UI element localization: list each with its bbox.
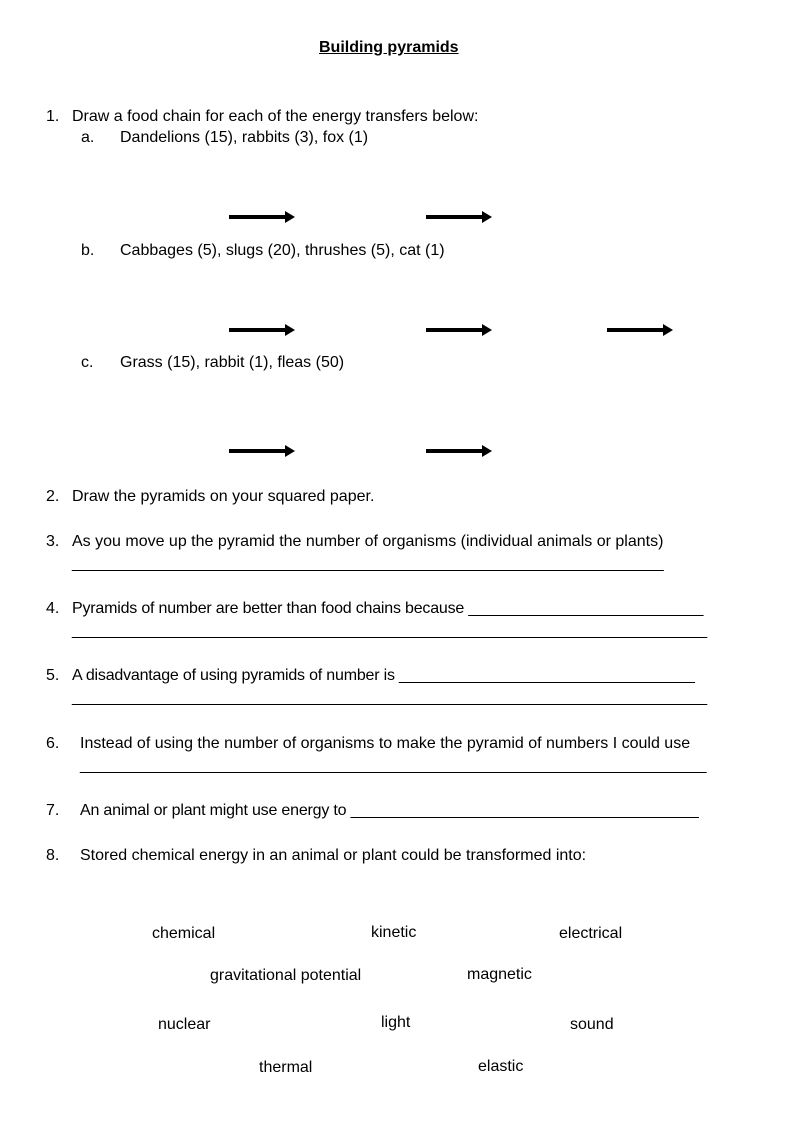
q4-answer-line[interactable]: _________________________________________________________________________ [72, 622, 707, 639]
word-thermal: thermal [259, 1059, 313, 1076]
q3-text: As you move up the pyramid the number of organisms (individual animals or plants) [72, 533, 664, 550]
q7-text[interactable]: An animal or plant might use energy to ________________________________________ [80, 802, 699, 819]
arrow-icon [229, 323, 295, 337]
q6-text: Instead of using the number of organisms to make the pyramid of numbers I could use [80, 735, 691, 752]
arrow-icon [229, 210, 295, 224]
q4-number: 4. [46, 600, 60, 617]
word-electrical: electrical [559, 925, 623, 942]
arrow-icon [426, 210, 492, 224]
q2-number: 2. [46, 488, 60, 505]
arrow-icon [229, 444, 295, 458]
word-light: light [381, 1014, 411, 1031]
q5-text[interactable]: A disadvantage of using pyramids of number is __________________________________ [72, 667, 695, 684]
arrow-icon [426, 444, 492, 458]
q1c-letter: c. [81, 354, 94, 371]
q3-answer-line[interactable]: ____________________________________________________________________ [72, 555, 664, 572]
q1-number: 1. [46, 108, 60, 125]
word-chemical: chemical [152, 925, 216, 942]
q1a-letter: a. [81, 129, 95, 146]
q1c-text: Grass (15), rabbit (1), fleas (50) [120, 354, 345, 371]
word-gravitational-potential: gravitational potential [210, 967, 362, 984]
q1-text: Draw a food chain for each of the energy transfers below: [72, 108, 479, 125]
q6-answer-line[interactable]: ________________________________________________________________________ [80, 757, 707, 774]
word-nuclear: nuclear [158, 1016, 211, 1033]
arrow-icon [426, 323, 492, 337]
q1b-letter: b. [81, 242, 95, 259]
q5-answer-line[interactable]: _________________________________________________________________________ [72, 689, 707, 706]
q1a-text: Dandelions (15), rabbits (3), fox (1) [120, 129, 369, 146]
q2-text: Draw the pyramids on your squared paper. [72, 488, 375, 505]
q3-number: 3. [46, 533, 60, 550]
word-elastic: elastic [478, 1058, 524, 1075]
q8-text: Stored chemical energy in an animal or plant could be transformed into: [80, 847, 587, 864]
q5-number: 5. [46, 667, 60, 684]
q7-number: 7. [46, 802, 60, 819]
q8-number: 8. [46, 847, 60, 864]
q4-text[interactable]: Pyramids of number are better than food chains because ___________________________ [72, 600, 704, 617]
q1b-text: Cabbages (5), slugs (20), thrushes (5), cat (1) [120, 242, 445, 259]
word-kinetic: kinetic [371, 924, 417, 941]
q6-number: 6. [46, 735, 60, 752]
arrow-icon [607, 323, 673, 337]
word-magnetic: magnetic [467, 966, 532, 983]
word-sound: sound [570, 1016, 614, 1033]
page-title: Building pyramids [319, 39, 459, 56]
